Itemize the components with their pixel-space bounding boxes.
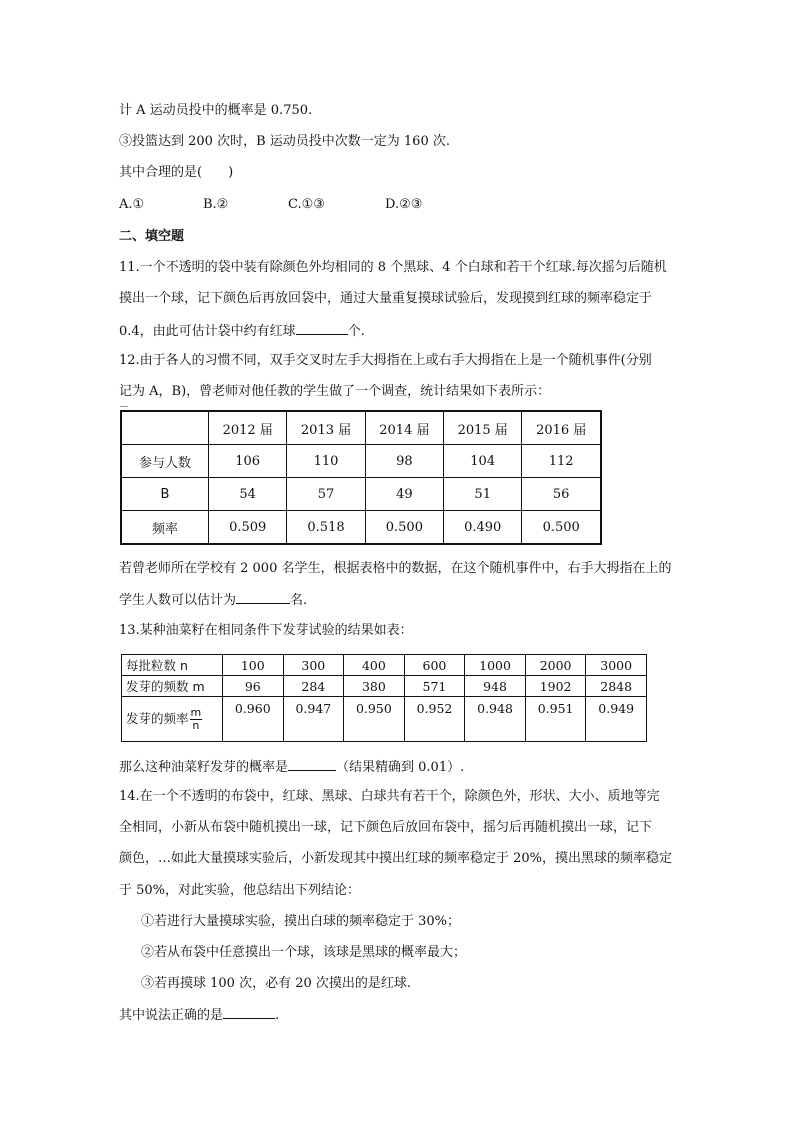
q12-line: 若曾老师所在学校有 2 000 名学生，根据表格中的数据，在这个随机事件中，右手大拇指在上的 bbox=[119, 561, 672, 576]
table-cell: 2848 bbox=[586, 676, 647, 697]
table-cell: 571 bbox=[404, 676, 465, 697]
q14-text: 其中说法正确的是 bbox=[119, 1008, 224, 1023]
table-header-cell: 2015 届 bbox=[444, 411, 522, 445]
fraction bbox=[190, 707, 203, 732]
table-cell: 57 bbox=[287, 478, 365, 511]
q13-line bbox=[119, 758, 464, 777]
table-header-cell: 2012 届 bbox=[209, 411, 287, 445]
table-cell: 0.952 bbox=[404, 697, 465, 742]
table-header-cell: 2013 届 bbox=[287, 411, 365, 445]
q11-text: 个. bbox=[347, 324, 365, 339]
table-cell: 54 bbox=[209, 478, 287, 511]
table-row-label: B bbox=[121, 478, 209, 511]
table-cell: 49 bbox=[365, 478, 443, 511]
q13-text: （结果精确到 0.01）. bbox=[336, 760, 465, 775]
table-cell: 300 bbox=[283, 655, 344, 676]
table-cell: 0.490 bbox=[444, 511, 522, 545]
table-cell: 0.518 bbox=[287, 511, 365, 545]
q11-line: 摸出一个球，记下颜色后再放回袋中，通过大量重复摸球试验后，发现摸到红球的频率稳定于 bbox=[119, 291, 653, 306]
q14-conclusion: ②若从布袋中任意摸出一个球，该球是黑球的概率最大； bbox=[141, 945, 467, 960]
table-cell: 284 bbox=[283, 676, 344, 697]
answer-blank bbox=[288, 758, 336, 771]
answer-blank bbox=[296, 322, 348, 335]
table-row bbox=[122, 697, 647, 742]
table-cell: 380 bbox=[344, 676, 405, 697]
table-cell: 600 bbox=[404, 655, 465, 676]
table-cell: 2000 bbox=[525, 655, 586, 676]
q13-line: 13.某种油菜籽在相同条件下发芽试验的结果如表： bbox=[119, 623, 413, 638]
q11-line bbox=[119, 322, 365, 341]
table-row-label: 频率 bbox=[121, 511, 209, 545]
q14-line: 颜色，…如此大量摸球实验后，小新发现其中摸出红球的频率稳定于 20%，摸出黑球的频率稳定 bbox=[119, 851, 673, 866]
table-header-cell: 2016 届 bbox=[522, 411, 601, 445]
table-cell: 112 bbox=[522, 445, 601, 478]
q14-line: 于 50%，对此实验，他总结出下列结论： bbox=[119, 883, 361, 898]
table-row bbox=[121, 511, 601, 545]
table-row bbox=[122, 676, 647, 697]
text-line: ③投篮达到 200 次时，B 运动员投中次数一定为 160 次. bbox=[119, 134, 450, 149]
table-header-cell bbox=[121, 411, 209, 445]
q14-conclusion: ①若进行大量摸球实验，摸出白球的频率稳定于 30%； bbox=[141, 914, 461, 929]
table-row bbox=[121, 478, 601, 511]
table-cell: 0.951 bbox=[525, 697, 586, 742]
q11-text: 0.4，由此可估计袋中约有红球 bbox=[119, 324, 296, 339]
q14-text: . bbox=[275, 1008, 280, 1023]
table-row-label bbox=[122, 697, 223, 742]
q11-line: 11.一个不透明的袋中装有除颜色外均相同的 8 个黑球、4 个白球和若干个红球.每次摇匀后随机 bbox=[119, 260, 667, 275]
q12-table bbox=[120, 410, 602, 545]
text-line: 其中合理的是( ) bbox=[119, 165, 234, 180]
table-cell: 948 bbox=[465, 676, 526, 697]
table-cell: 96 bbox=[223, 676, 284, 697]
table-cell: 1000 bbox=[465, 655, 526, 676]
q12-text: 名. bbox=[290, 593, 308, 608]
table-cell: 56 bbox=[522, 478, 601, 511]
option-a: A.① bbox=[119, 197, 145, 212]
text-line: 计 A 运动员投中的概率是 0.750. bbox=[119, 103, 313, 118]
option-b: B.② bbox=[203, 197, 229, 212]
q14-line bbox=[119, 1006, 279, 1025]
answer-blank bbox=[223, 1006, 275, 1019]
fraction-numerator: m bbox=[190, 705, 202, 719]
option-c: C.①③ bbox=[288, 197, 325, 212]
table-cell: 3000 bbox=[586, 655, 647, 676]
table-cell: 110 bbox=[287, 445, 365, 478]
q14-line: 全相同，小新从布袋中随机摸出一球，记下颜色后放回布袋中，摇匀后再随机摸出一球，记下 bbox=[119, 820, 653, 835]
option-d: D.②③ bbox=[385, 197, 423, 212]
table-cell: 0.947 bbox=[283, 697, 344, 742]
fraction-denominator: n bbox=[192, 718, 200, 732]
table-cell: 0.960 bbox=[223, 697, 284, 742]
table-cell: 106 bbox=[209, 445, 287, 478]
q14-conclusion: ③若再摸球 100 次，必有 20 次摸出的是红球. bbox=[141, 976, 412, 991]
table-header-row bbox=[121, 411, 601, 445]
table-marker bbox=[120, 406, 128, 407]
table-cell: 104 bbox=[444, 445, 522, 478]
table-cell: 0.949 bbox=[586, 697, 647, 742]
frequency-label: 发芽的频率 bbox=[126, 710, 189, 726]
table-cell: 0.500 bbox=[365, 511, 443, 545]
q12-line: 记为 A，B)，曾老师对他任教的学生做了一个调查，统计结果如下表所示： bbox=[119, 384, 551, 399]
table-header-cell: 2014 届 bbox=[365, 411, 443, 445]
table-row bbox=[122, 655, 647, 676]
table-cell: 51 bbox=[444, 478, 522, 511]
table-cell: 0.500 bbox=[522, 511, 601, 545]
table-row-label: 发芽的频数 m bbox=[122, 676, 223, 697]
table-cell: 98 bbox=[365, 445, 443, 478]
q13-text: 那么这种油菜籽发芽的概率是 bbox=[119, 760, 289, 775]
q12-line: 12.由于各人的习惯不同，双手交叉时左手大拇指在上或右手大拇指在上是一个随机事件(分别 bbox=[119, 353, 652, 368]
table-cell: 0.509 bbox=[209, 511, 287, 545]
q13-table bbox=[121, 654, 647, 742]
table-row-label: 参与人数 bbox=[121, 445, 209, 478]
q14-line: 14.在一个不透明的布袋中，红球、黑球、白球共有若干个，除颜色外，形状、大小、质地等完 bbox=[119, 789, 660, 804]
table-row bbox=[121, 445, 601, 478]
answer-blank bbox=[236, 591, 290, 604]
table-cell: 100 bbox=[223, 655, 284, 676]
table-cell: 0.948 bbox=[465, 697, 526, 742]
q12-text: 学生人数可以估计为 bbox=[119, 593, 237, 608]
table-cell: 400 bbox=[344, 655, 405, 676]
table-cell: 0.950 bbox=[344, 697, 405, 742]
q12-line bbox=[119, 591, 307, 610]
section-heading: 二、填空题 bbox=[119, 229, 185, 244]
table-row-label: 每批粒数 n bbox=[122, 655, 223, 676]
table-cell: 1902 bbox=[525, 676, 586, 697]
